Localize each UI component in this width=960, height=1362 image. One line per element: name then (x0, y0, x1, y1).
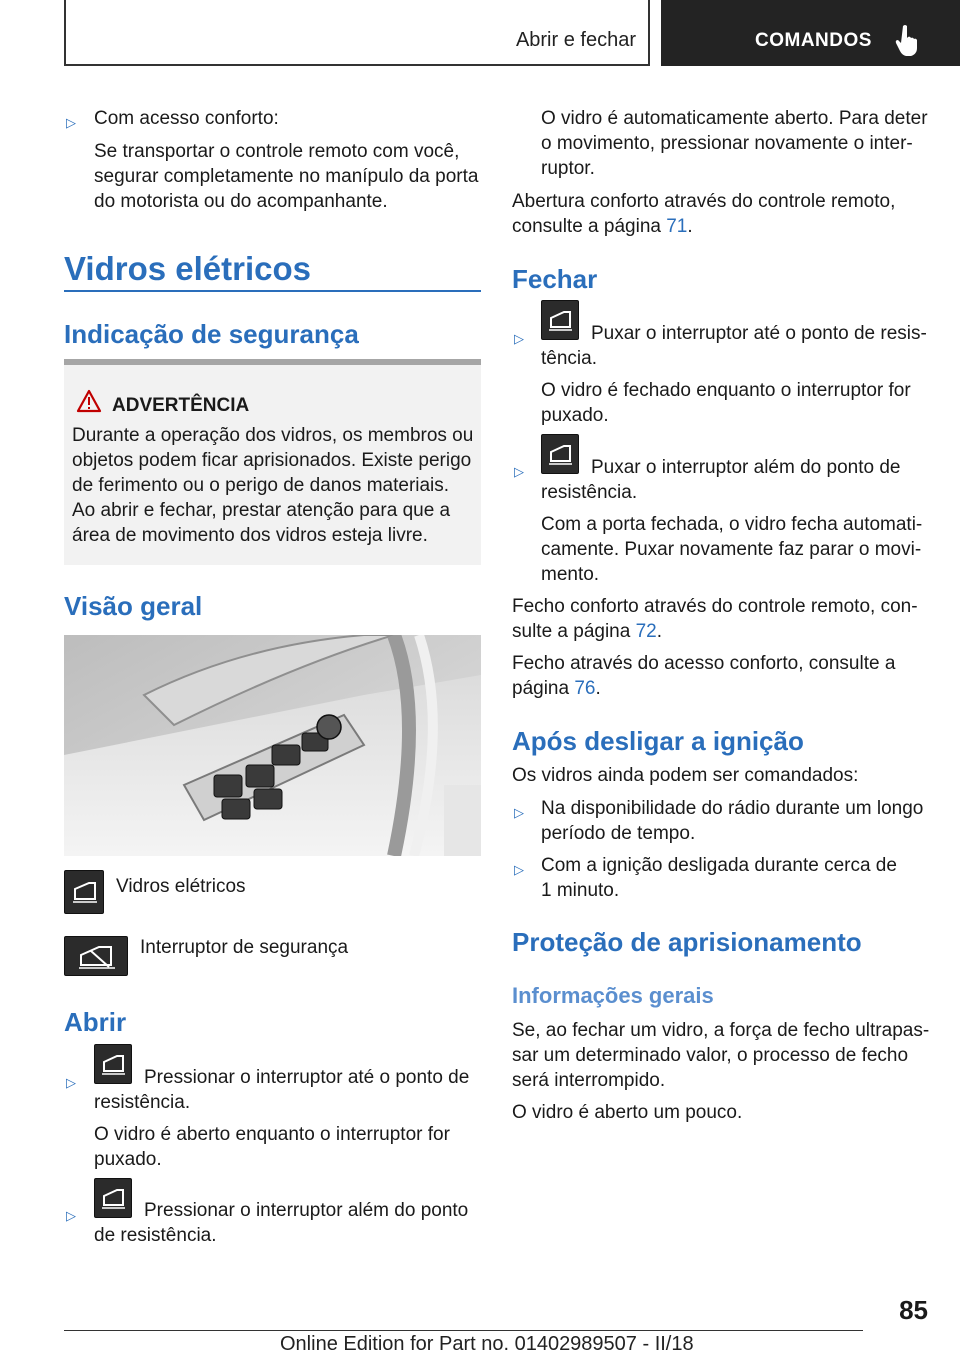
warning-triangle-icon (76, 389, 102, 413)
warning-line-2: objetos podem ficar aprisionados. Existe perigo (72, 450, 472, 471)
heading-fechar: Fechar (512, 264, 598, 294)
comfort-close-line-2: sulte a página 72. (512, 621, 663, 642)
fechar-item-2-line-2: resistência. (541, 482, 638, 503)
fechar-item-1-line-4: puxado. (541, 405, 609, 426)
warning-box (64, 359, 481, 565)
intro-item-line-1: Se transportar o controle remoto com você, (94, 141, 460, 162)
abrir-item-1-line-3: O vidro é aberto enquanto o interruptor for (94, 1124, 450, 1145)
bullet-triangle-icon: ▷ (514, 464, 524, 479)
bullet-triangle-icon: ▷ (66, 1208, 76, 1223)
bullet-triangle-icon: ▷ (514, 331, 524, 346)
legend-interruptor-seguranca: Interruptor de segurança (140, 937, 349, 958)
header-section-title: Abrir e fechar (515, 29, 636, 51)
comfort-open-line-2: consulte a página 71. (512, 216, 693, 237)
header-chapter-tab (661, 0, 960, 66)
heading-abrir: Abrir (64, 1007, 127, 1037)
page-link-76[interactable]: 76 (574, 678, 596, 699)
page-number: 85 (899, 1295, 928, 1325)
abrir-item-1-line-1: Pressionar o interruptor até o ponto de (144, 1067, 470, 1088)
pointing-hand-icon (895, 24, 921, 56)
bullet-triangle-icon: ▷ (514, 862, 524, 877)
warning-line-1: Durante a operação dos vidros, os membros ou (72, 425, 474, 446)
abrir-item-1-line-2: resistência. (94, 1092, 191, 1113)
cont-line-2: o movimento, pressionar novamente o inter- (541, 133, 913, 154)
comfort-access-text: página (512, 678, 570, 699)
abrir-item-1-line-4: puxado. (94, 1149, 162, 1170)
heading-visao-geral: Visão geral (64, 591, 203, 621)
cont-line-1: O vidro é automaticamente aberto. Para deter (541, 108, 928, 129)
apos-item-2-line-1: Com a ignição desligada durante cerca de (541, 855, 897, 876)
window-switch-icon (541, 434, 579, 474)
comfort-access-line-2: página 76. (512, 678, 601, 699)
bullet-triangle-icon: ▷ (66, 1075, 76, 1090)
apos-item-1-line-2: período de tempo. (541, 823, 696, 844)
comfort-open-text: consulte a página (512, 216, 661, 237)
fechar-item-1-line-3: O vidro é fechado enquanto o interruptor for (541, 380, 911, 401)
intro-item-line-3: do motorista ou do acompanhante. (94, 191, 388, 212)
intro-item-title: Com acesso conforto: (94, 108, 279, 129)
door-panel-photo (64, 635, 481, 856)
warning-line-4: Ao abrir e fechar, prestar atenção para que a (72, 500, 451, 521)
footer-rule (64, 1330, 863, 1331)
heading-protecao: Proteção de aprisionamento (512, 927, 862, 957)
fechar-item-2-line-3: Com a porta fechada, o vidro fecha automati- (541, 514, 923, 535)
door-panel-illustration (64, 635, 481, 856)
intro-item-line-2: segurar completamente no manípulo da porta (94, 166, 479, 187)
header-box (64, 0, 650, 66)
heading-rule (64, 290, 481, 292)
bullet-triangle-icon: ▷ (66, 115, 76, 130)
cont-line-3: ruptor. (541, 158, 595, 179)
heading-vidros-eletricos: Vidros elétricos (64, 250, 312, 287)
heading-indicacao-seguranca: Indicação de segurança (64, 319, 359, 349)
info-last-line: O vidro é aberto um pouco. (512, 1102, 743, 1123)
fechar-item-2-line-4: camente. Puxar novamente faz parar o movi- (541, 539, 922, 560)
comfort-close-text: sulte a página (512, 621, 631, 642)
abrir-item-2-line-1: Pressionar o interruptor além do ponto (144, 1200, 469, 1221)
apos-item-1-line-1: Na disponibilidade do rádio durante um longo (541, 798, 924, 819)
comfort-open-line-1: Abertura conforto através do controle remoto, (512, 191, 896, 212)
window-switch-icon (94, 1178, 132, 1218)
header-chapter-title: COMANDOS (755, 30, 872, 51)
window-switch-icon (64, 870, 104, 914)
fechar-item-1-line-1: Puxar o interruptor até o ponto de resis- (591, 323, 927, 344)
warning-line-5: área de movimento dos vidros esteja livre. (72, 525, 428, 546)
legend-vidros-eletricos: Vidros elétricos (116, 876, 246, 897)
fechar-item-2-line-1: Puxar o interruptor além do ponto de (591, 457, 901, 478)
heading-apos-desligar: Após desligar a ignição (512, 726, 804, 756)
bullet-triangle-icon: ▷ (514, 805, 524, 820)
page-link-72[interactable]: 72 (635, 621, 657, 642)
info-line-3: será interrompido. (512, 1070, 666, 1091)
warning-title: ADVERTÊNCIA (112, 395, 250, 416)
warning-line-3: de ferimento ou o perigo de danos materiais. (72, 475, 450, 496)
window-switch-icon (541, 300, 579, 340)
comfort-access-line-1: Fecho através do acesso conforto, consulte a (512, 653, 896, 674)
apos-item-2-line-2: 1 minuto. (541, 880, 620, 901)
window-switch-icon (94, 1044, 132, 1084)
info-line-1: Se, ao fechar um vidro, a força de fecho ultrapas- (512, 1020, 930, 1041)
page-link-71[interactable]: 71 (666, 216, 688, 237)
fechar-item-1-line-2: tência. (541, 348, 597, 369)
heading-informacoes-gerais: Informações gerais (512, 983, 714, 1008)
info-line-2: sar um determinado valor, o processo de fecho (512, 1045, 909, 1066)
fechar-item-2-line-5: mento. (541, 564, 600, 585)
safety-switch-icon (64, 936, 128, 976)
abrir-item-2-line-2: de resistência. (94, 1225, 217, 1246)
edition-text: Online Edition for Part no. 01402989507 - II/18 (280, 1333, 694, 1355)
apos-intro: Os vidros ainda podem ser comandados: (512, 765, 859, 786)
warning-body (72, 423, 476, 548)
comfort-close-line-1: Fecho conforto através do controle remoto, con- (512, 596, 918, 617)
